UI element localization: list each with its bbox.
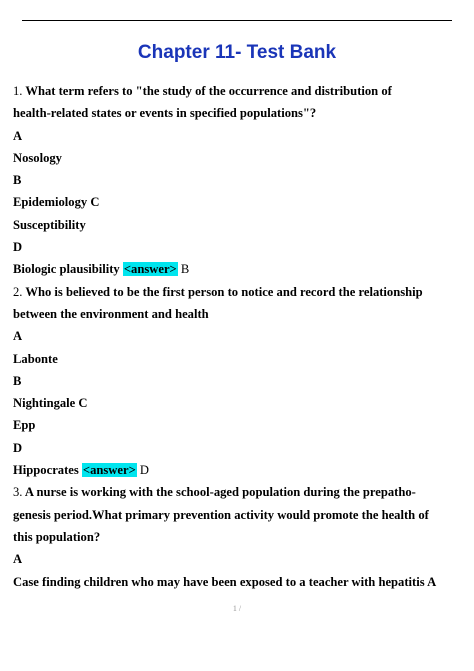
question-3-stem-line-1 (13, 481, 468, 503)
test-bank-content (13, 80, 468, 593)
question-2-option-label: D (13, 440, 23, 455)
answer-letter: D (136, 463, 150, 478)
question-1-stem-line-1 (13, 80, 468, 102)
question-number: 3. (13, 485, 23, 500)
answer-highlight: <answer> (123, 262, 177, 277)
question-text: A nurse is working with the school-aged population during the prepatho- (22, 485, 416, 500)
question-number: 1. (13, 84, 23, 98)
answer-highlight: <answer> (82, 463, 136, 478)
header-rule (22, 20, 452, 21)
page-title: Chapter 11- Test Bank (137, 42, 337, 63)
question-1-option: Nosology (13, 150, 62, 165)
question-3-stem-line-3: this population? (13, 529, 101, 544)
question-2-answer-line (13, 459, 468, 481)
question-2-option-label: B (13, 373, 22, 388)
question-1-option: Susceptibility (13, 217, 86, 232)
page-number: 1 / (232, 604, 242, 613)
answer-option-text: Biologic plausibility (13, 262, 123, 277)
question-1-option-label: B (13, 173, 22, 188)
question-text: What term refers to "the study of the occurrence and distribution of (22, 84, 392, 98)
question-2-option: Nightingale C (13, 396, 88, 411)
question-1-answer-line (13, 258, 468, 280)
question-1-option-label: A (13, 128, 23, 143)
question-1-stem-line-2: health-related states or events in specified populations"? (13, 106, 317, 121)
question-number: 2. (13, 284, 23, 299)
question-text: Who is believed to be the first person to notice and record the relationship (22, 284, 423, 299)
question-3-option: Case finding children who may have been exposed to a teacher with hepatitis A (13, 574, 437, 589)
question-1-option: Epidemiology C (13, 195, 100, 210)
question-2-option: Epp (13, 418, 36, 433)
question-2-option-label: A (13, 329, 23, 344)
question-2-option: Labonte (13, 351, 58, 366)
question-3-stem-line-2: genesis period.What primary prevention activity would promote the health of (13, 507, 429, 522)
question-2-stem-line-2: between the environment and health (13, 306, 209, 321)
question-1-option-label: D (13, 240, 23, 255)
question-2-stem-line-1 (13, 281, 468, 303)
answer-letter: B (177, 262, 190, 277)
answer-option-text: Hippocrates (13, 463, 82, 478)
question-3-option-label: A (13, 552, 23, 567)
